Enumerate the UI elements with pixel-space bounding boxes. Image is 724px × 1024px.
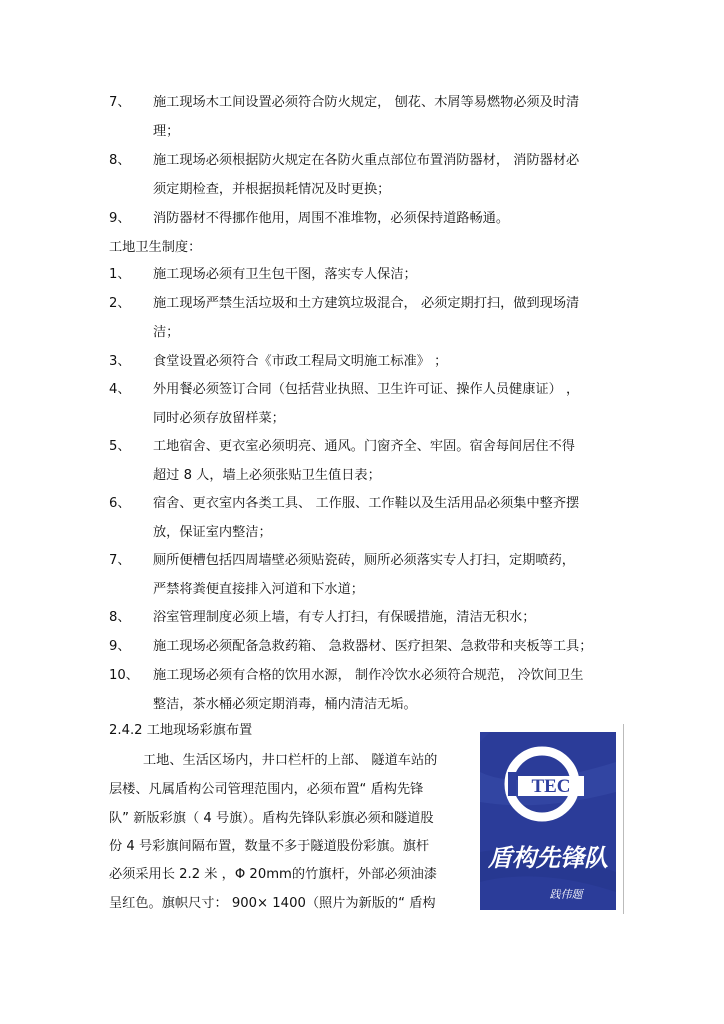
item-text: 浴室管理制度必须上墙，有专人打扫，有保暖措施，清洁无积水； <box>153 610 536 625</box>
item-number: 5、 <box>109 439 131 454</box>
paragraph-line: 工地、生活区场内，井口栏杆的上部、 隧道车站的 <box>143 753 438 768</box>
item-text: 施工现场必须有合格的饮用水源， 制作冷饮水必须符合规范， 冷饮间卫生 <box>153 668 584 683</box>
item-number: 7、 <box>109 553 131 568</box>
item-text-continued: 同时必须存放留样菜； <box>153 411 285 426</box>
item-text: 消防器材不得挪作他用，周围不准堆物，必须保持道路畅通。 <box>153 211 510 226</box>
item-number: 8、 <box>109 153 131 168</box>
item-text-continued: 须定期检查，并根据损耗情况及时更换； <box>153 182 391 197</box>
item-number: 9、 <box>109 639 131 654</box>
item-number: 6、 <box>109 496 131 511</box>
item-number: 7、 <box>109 95 131 110</box>
item-number: 2、 <box>109 296 131 311</box>
flag-logo-icon <box>480 732 616 910</box>
item-text: 施工现场必须有卫生包干图，落实专人保洁； <box>153 267 417 282</box>
item-number: 9、 <box>109 211 131 226</box>
svg-text:TEC: TEC <box>531 776 571 797</box>
paragraph-line: 队” 新版彩旗（ 4 号旗）。盾构先锋队彩旗必须和隧道股 <box>109 811 434 826</box>
flag-signature: 践伟题 <box>549 888 583 901</box>
paragraph-line: 必须采用长 2.2 米 ，Φ 20mm的竹旗杆，外部必须油漆 <box>109 867 437 882</box>
item-text-continued: 理； <box>153 124 180 139</box>
item-number: 10、 <box>109 668 139 683</box>
item-number: 4、 <box>109 382 131 397</box>
item-text: 外用餐必须签订合同（包括营业执照、卫生许可证、操作人员健康证） ， <box>153 382 580 397</box>
item-text-continued: 严禁将粪便直接排入河道和下水道； <box>153 582 364 597</box>
item-text-continued: 洁； <box>153 325 180 340</box>
item-number: 3、 <box>109 354 131 369</box>
flag-slogan: 盾构先锋队 <box>488 843 608 872</box>
item-text: 施工现场必须根据防火规定在各防火重点部位布置消防器材， 消防器材必 <box>153 153 580 168</box>
item-text-continued: 超过 8 人，墙上必须张贴卫生值日表； <box>153 468 381 483</box>
item-text: 工地宿舍、更衣室必须明亮、通风。门窗齐全、牢固。宿舍每间居住不得 <box>153 439 575 454</box>
item-text: 宿舍、更衣室内各类工具、 工作服、工作鞋以及生活用品必须集中整齐摆 <box>153 496 580 511</box>
flag <box>480 732 616 910</box>
item-text-continued: 放，保证室内整洁； <box>153 525 272 540</box>
flag-photo <box>474 724 624 914</box>
item-text: 施工现场严禁生活垃圾和土方建筑垃圾混合， 必须定期打扫，做到现场清 <box>153 296 580 311</box>
paragraph-line: 份 4 号彩旗间隔布置，数量不多于隧道股份彩旗。旗杆 <box>109 839 430 854</box>
subsection-heading: 2.4.2 工地现场彩旗布置 <box>109 723 253 738</box>
item-text: 施工现场必须配备急救药箱、 急救器材、医疗担架、急救带和夹板等工具； <box>153 639 593 654</box>
item-number: 8、 <box>109 610 131 625</box>
item-text: 施工现场木工间设置必须符合防火规定， 刨花、木屑等易燃物必须及时清 <box>153 95 580 110</box>
paragraph-line: 呈红色。旗帜尺寸： 900× 1400（照片为新版的“ 盾构 <box>109 896 436 911</box>
paragraph-line: 层楼、凡属盾构公司管理范围内，必须布置“ 盾构先锋 <box>109 782 424 797</box>
item-text-continued: 整洁，茶水桶必须定期消毒，桶内清洁无垢。 <box>153 697 417 712</box>
section-heading: 工地卫生制度： <box>109 240 202 255</box>
item-text: 食堂设置必须符合《市政工程局文明施工标准》 ； <box>153 354 448 369</box>
item-text: 厕所便槽包括四周墙壁必须贴瓷砖，厕所必须落实专人打扫，定期喷药， <box>153 553 575 568</box>
item-number: 1、 <box>109 267 131 282</box>
